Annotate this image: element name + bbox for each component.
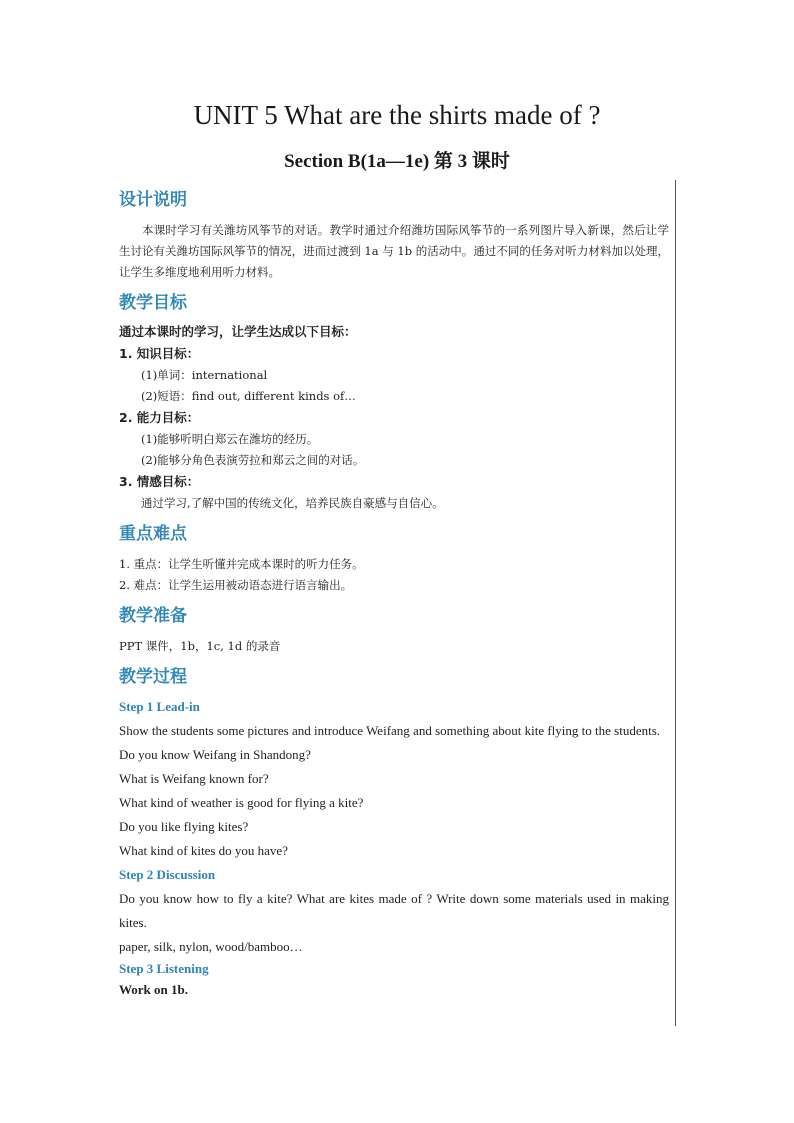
process-heading: 教学过程 (119, 667, 187, 687)
page-subtitle: Section B(1a—1e) 第 3 课时 (284, 151, 510, 172)
ability-title: 2. 能力目标： (119, 410, 200, 425)
objectives-intro: 通过本课时的学习，让学生达成以下目标： (119, 324, 357, 339)
step1-line: What kind of weather is good for flying a kite? (119, 795, 364, 810)
knowledge-title: 1. 知识目标： (119, 346, 200, 361)
step3-title: Step 3 Listening (119, 961, 209, 976)
emotion-title: 3. 情感目标： (119, 474, 200, 489)
ability-item: (1)能够听明白郑云在潍坊的经历。 (141, 432, 319, 446)
lesson-content (119, 186, 669, 1001)
design-text: 本课时学习有关潍坊风筝节的对话。教学时通过介绍潍坊国际风筝节的一系列图片导入新课，然后让学生讨论有关潍坊国际风筝节的情况，进而过渡到 1a 与 1b 的活动中。通过不同的任务对听力材料加以处理，让学生多维度地利用听力材料。 (119, 223, 669, 279)
step3-line: Work on 1b. (119, 982, 188, 997)
right-border-line (675, 180, 676, 1026)
preparation-heading: 教学准备 (119, 606, 187, 626)
step1-line: What kind of kites do you have? (119, 843, 288, 858)
ability-item: (2)能够分角色表演劳拉和郑云之间的对话。 (141, 453, 365, 467)
emotion-text: 通过学习,了解中国的传统文化，培养民族自豪感与自信心。 (141, 496, 444, 510)
objectives-heading: 教学目标 (119, 293, 187, 313)
key-point-item: 1. 重点：让学生听懂并完成本课时的听力任务。 (119, 557, 364, 571)
step2-title: Step 2 Discussion (119, 867, 216, 882)
step2-line: Do you know how to fly a kite? What are kites made of ? Write down some materials used in making kites. (119, 891, 669, 930)
step1-title: Step 1 Lead-in (119, 699, 200, 714)
key-point-item: 2. 难点：让学生运用被动语态进行语言输出。 (119, 578, 353, 592)
step1-line: Show the students some pictures and introduce Weifang and something about kite flying to the students. (119, 723, 661, 738)
preparation-text: PPT 课件，1b，1c, 1d 的录音 (119, 639, 281, 653)
knowledge-item: (1)单词：international (141, 368, 268, 382)
key-points-heading: 重点难点 (119, 524, 187, 544)
step1-line: What is Weifang known for? (119, 771, 269, 786)
step2-line: paper, silk, nylon, wood/bamboo… (119, 939, 303, 954)
step1-line: Do you like flying kites? (119, 819, 249, 834)
design-heading: 设计说明 (119, 190, 187, 210)
page-title: UNIT 5 What are the shirts made of ? (193, 100, 601, 130)
step1-line: Do you know Weifang in Shandong? (119, 747, 311, 762)
knowledge-item: (2)短语：find out, different kinds of… (141, 389, 356, 403)
